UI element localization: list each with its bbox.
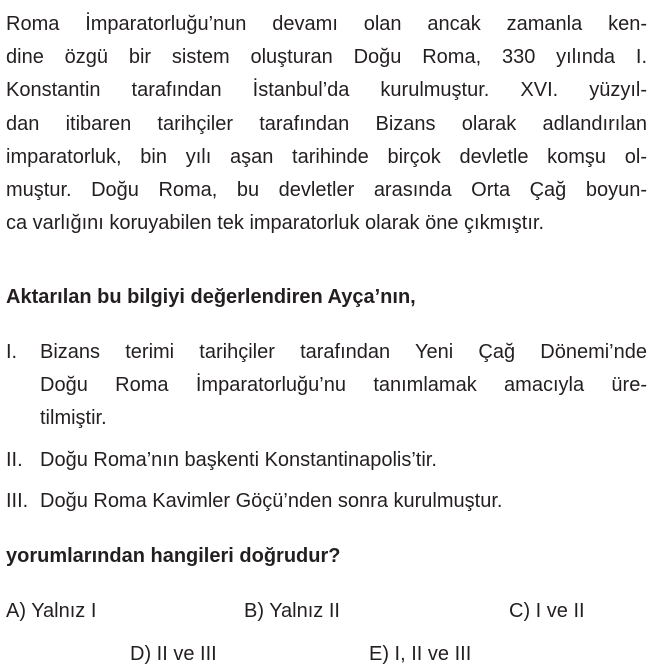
passage-line: ca varlığını koruyabilen tek imparatorluk olarak öne çıkmıştır. xyxy=(6,212,545,235)
statement-text xyxy=(40,485,647,518)
statement-line: Doğu Roma İmparatorluğu’nu tanımlamak amacıyla üre- xyxy=(40,374,647,397)
passage-line: muştur. Doğu Roma, bu devletler arasında Orta Çağ boyun- xyxy=(6,179,647,202)
statement-number: I. xyxy=(6,341,18,363)
option-b[interactable]: B) Yalnız II xyxy=(244,600,340,622)
statement-list xyxy=(6,336,647,526)
statement-item xyxy=(6,444,647,477)
statement-line: Doğu Roma Kavimler Göçü’nden sonra kurulmuştur. xyxy=(40,489,503,512)
statement-line: Doğu Roma’nın başkenti Konstantinapolis’tir. xyxy=(40,448,437,471)
option-e[interactable]: E) I, II ve III xyxy=(369,643,472,665)
question-prompt: yorumlarından hangileri doğrudur? xyxy=(6,545,341,567)
passage xyxy=(6,8,647,240)
statement-line: tilmiştir. xyxy=(40,407,107,430)
passage-line: dan itibaren tarihçiler tarafından Bizans olarak adlandırılan xyxy=(6,112,647,135)
statement-number: II. xyxy=(6,448,23,471)
passage-line: dine özgü bir sistem oluşturan Doğu Roma, 330 yılında I. xyxy=(6,46,647,69)
passage-line: Roma İmparatorluğu’nun devamı olan ancak zamanla ken- xyxy=(6,13,647,35)
question-stem: Aktarılan bu bilgiyi değerlendiren Ayça’nın, xyxy=(6,286,416,308)
passage-line: Konstantin tarafından İstanbul’da kurulmuştur. XVI. yüzyıl- xyxy=(6,79,647,102)
option-a[interactable]: A) Yalnız I xyxy=(6,600,97,622)
option-d[interactable]: D) II ve III xyxy=(130,643,217,665)
statement-item xyxy=(6,485,647,518)
statement-line: Bizans terimi tarihçiler tarafından Yeni Çağ Dönemi’nde xyxy=(40,341,647,363)
passage-line: imparatorluk, bin yılı aşan tarihinde birçok devletle komşu ol- xyxy=(6,145,647,168)
option-c[interactable]: C) I ve II xyxy=(509,600,585,622)
statement-number: III. xyxy=(6,489,29,512)
statement-text xyxy=(40,444,647,477)
question-card xyxy=(6,8,647,665)
statement-item xyxy=(6,336,647,436)
statement-text xyxy=(40,336,647,436)
